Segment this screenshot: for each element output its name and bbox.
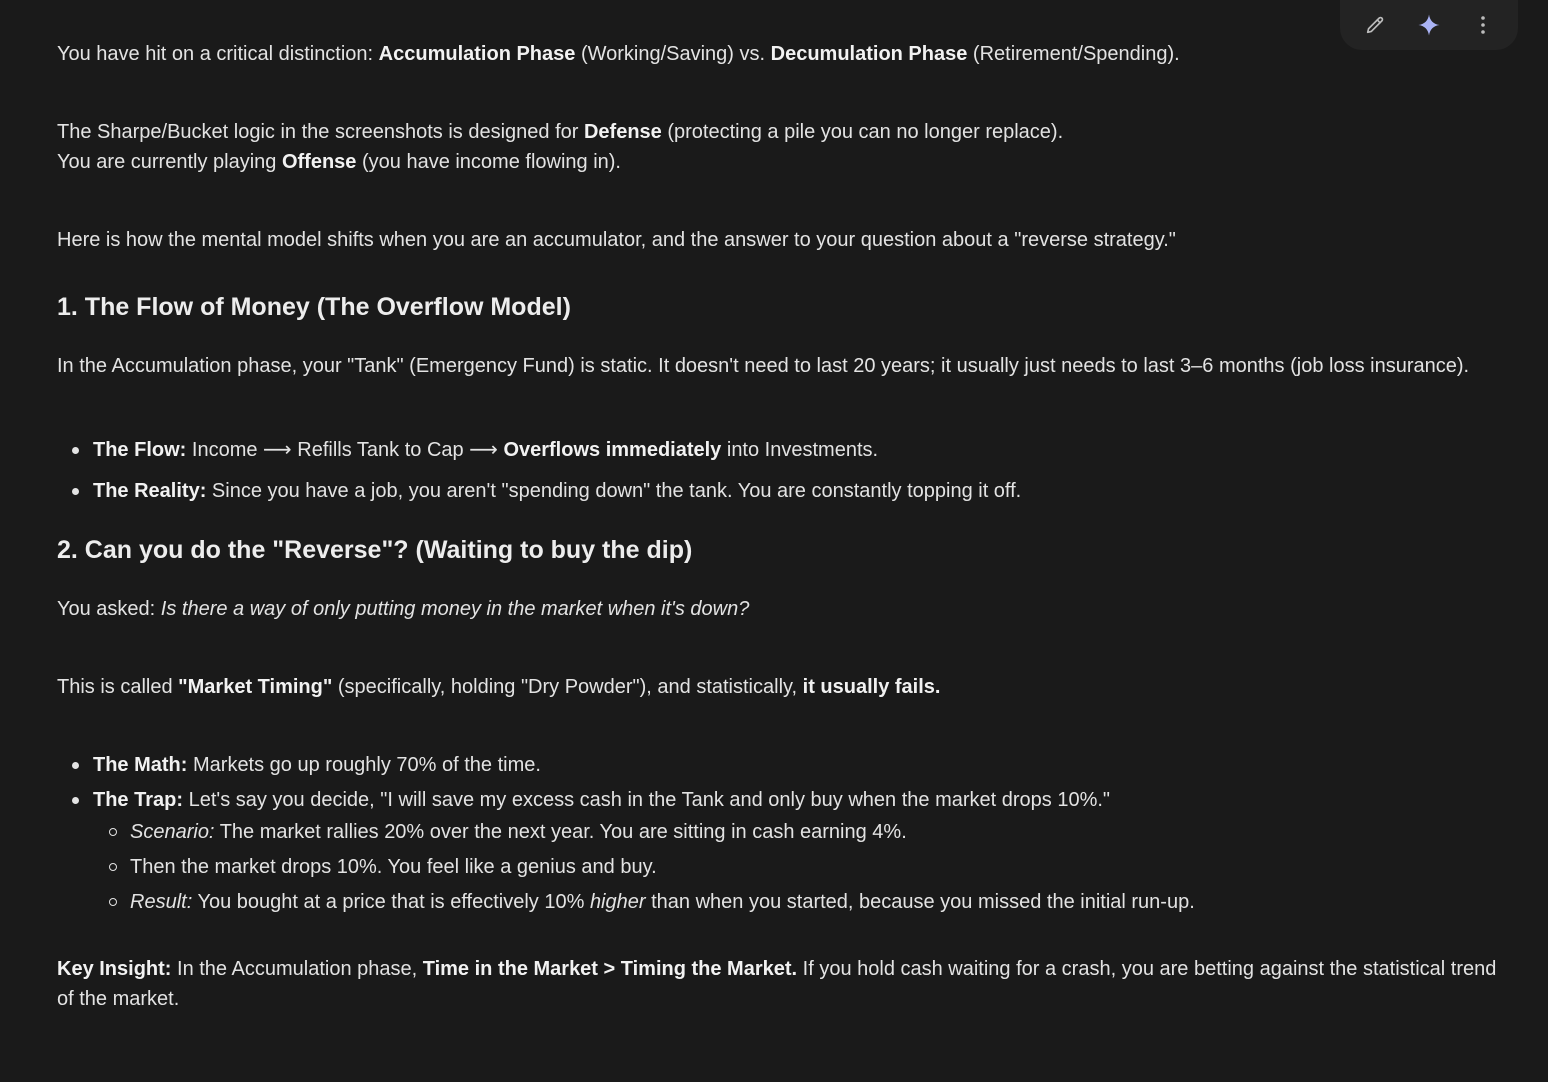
sub-list bbox=[93, 817, 1497, 917]
section-heading-flow: 1. The Flow of Money (The Overflow Model) bbox=[57, 293, 571, 321]
defense-term: Defense bbox=[583, 121, 662, 143]
text: Let's say you decide, "I will save my excess cash in the Tank and only buy when the market drops 10%." bbox=[183, 789, 1111, 811]
text: (you have income flowing in). bbox=[356, 151, 621, 173]
quoted-question: Is there a way of only putting money in the market when it's down? bbox=[160, 598, 750, 620]
sub-list-item bbox=[130, 817, 1497, 847]
list-item bbox=[93, 476, 1497, 506]
text: Then the market drops 10%. You feel like a genius and buy. bbox=[130, 856, 657, 878]
text: Refills Tank to Cap bbox=[291, 439, 470, 461]
pencil-icon bbox=[1364, 14, 1386, 36]
text: You bought at a price that is effectively 10% bbox=[192, 891, 590, 913]
list-item-label: The Reality: bbox=[93, 480, 207, 502]
text: You are currently playing bbox=[57, 151, 282, 173]
sub-list-item bbox=[130, 887, 1497, 917]
list-item bbox=[93, 785, 1497, 917]
text: Income bbox=[186, 439, 264, 461]
text: into Investments. bbox=[721, 439, 879, 461]
list-item bbox=[93, 435, 1497, 465]
time-in-market-term: Time in the Market > Timing the Market. bbox=[422, 958, 798, 980]
list-item bbox=[93, 750, 1497, 780]
key-insight-paragraph bbox=[57, 954, 1497, 1014]
sub-item-label: Result: bbox=[130, 891, 193, 913]
fails-term: it usually fails. bbox=[802, 676, 941, 698]
text: (protecting a pile you can no longer replace). bbox=[661, 121, 1064, 143]
arrow-icon: ⟶ bbox=[263, 439, 292, 461]
sub-list-item bbox=[130, 852, 1497, 882]
text: (Working/Saving) vs. bbox=[575, 43, 771, 65]
text: The market rallies 20% over the next year. You are sitting in cash earning 4%. bbox=[214, 821, 907, 843]
text: You asked: bbox=[57, 598, 161, 620]
arrow-icon: ⟶ bbox=[469, 439, 498, 461]
text: The Sharpe/Bucket logic in the screenshots is designed for bbox=[57, 121, 584, 143]
text: If you hold cash waiting for a crash, you are betting against the statistical trend of the market. bbox=[57, 958, 1497, 1010]
sparkle-icon bbox=[1417, 13, 1441, 37]
flow-list bbox=[57, 435, 1497, 506]
key-insight-label: Key Insight: bbox=[57, 958, 172, 980]
message-body bbox=[57, 39, 1497, 1014]
text: You have hit on a critical distinction: bbox=[57, 43, 379, 65]
text: In the Accumulation phase, bbox=[171, 958, 423, 980]
text: than when you started, because you missed the initial run-up. bbox=[645, 891, 1195, 913]
section-heading-reverse: 2. Can you do the "Reverse"? (Waiting to buy the dip) bbox=[57, 536, 693, 564]
trap-list bbox=[57, 750, 1497, 917]
market-timing-term: "Market Timing" bbox=[178, 676, 333, 698]
text: (specifically, holding "Dry Powder"), and statistically, bbox=[332, 676, 803, 698]
kebab-icon bbox=[1480, 15, 1486, 35]
list-item-label: The Flow: bbox=[93, 439, 187, 461]
list-item-label: The Math: bbox=[93, 754, 188, 776]
intro-paragraph bbox=[57, 39, 1497, 69]
defense-offense-paragraph bbox=[57, 117, 1497, 177]
accumulation-phase-term: Accumulation Phase bbox=[378, 43, 576, 65]
decumulation-phase-term: Decumulation Phase bbox=[770, 43, 968, 65]
text: This is called bbox=[57, 676, 179, 698]
model-shift-paragraph: Here is how the mental model shifts when you are an accumulator, and the answer to your question about a "reverse strategy." bbox=[57, 229, 1176, 251]
question-paragraph bbox=[57, 594, 1497, 624]
emphasis: higher bbox=[589, 891, 646, 913]
overflows-term: Overflows immediately bbox=[503, 439, 722, 461]
text: Since you have a job, you aren't "spending down" the tank. You are constantly topping it off. bbox=[206, 480, 1022, 502]
offense-term: Offense bbox=[281, 151, 357, 173]
text: (Retirement/Spending). bbox=[967, 43, 1180, 65]
market-timing-paragraph bbox=[57, 672, 1497, 702]
tank-paragraph: In the Accumulation phase, your "Tank" (Emergency Fund) is static. It doesn't need to last 20 years; it usually just needs to last 3–6 months (job loss insurance). bbox=[57, 355, 1470, 377]
sub-item-label: Scenario: bbox=[130, 821, 215, 843]
list-item-label: The Trap: bbox=[93, 789, 184, 811]
text: Markets go up roughly 70% of the time. bbox=[187, 754, 541, 776]
